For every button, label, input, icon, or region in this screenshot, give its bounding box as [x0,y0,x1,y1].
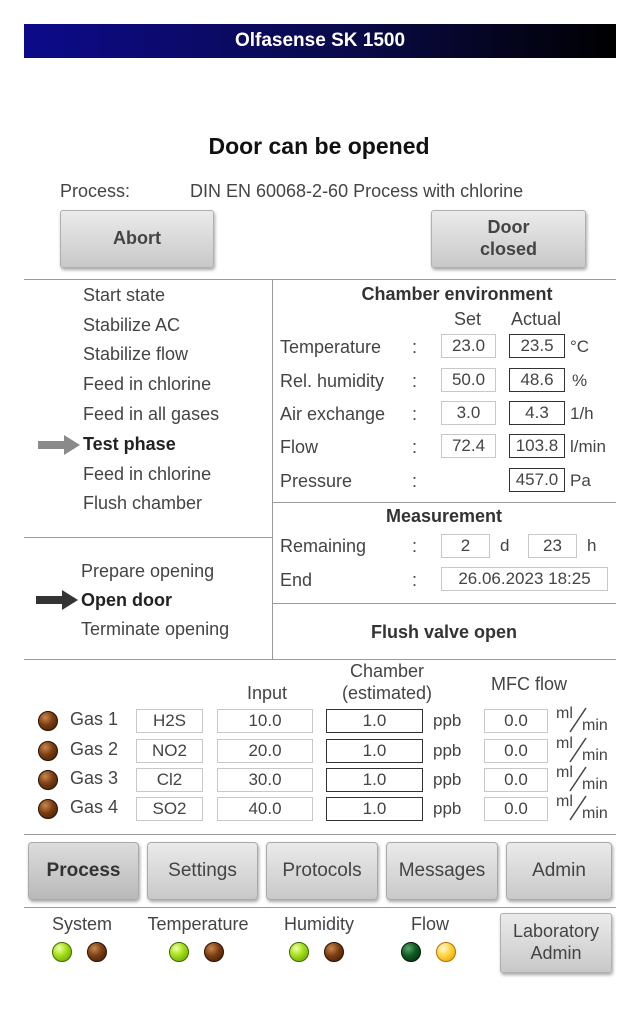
abort-button-label: Abort [113,228,161,249]
divider-status [24,907,616,908]
temperature-actual-value: 23.5 [509,334,565,358]
user-role-line1: Laboratory [512,921,600,942]
tab-admin[interactable] [506,842,612,900]
flow-warning-led [436,942,456,962]
system-ok-led [52,942,72,962]
gas-4-mfc-unit-den: min [582,805,608,822]
gas-3-mfc-unit [556,764,614,794]
flow-set-value: 72.4 [441,434,496,458]
gas-3-label: Gas 3 [70,768,119,788]
gas-3-mfc-unit-num: ml [556,764,573,781]
gas-4-status-led [38,799,58,819]
air-exchange-set-value: 3.0 [441,401,496,425]
end-label: End [280,570,313,590]
gas-1-mfc-unit [556,705,614,735]
chamber-environment-title: Chamber environment [361,284,553,304]
gas-2-type: NO2 [136,739,203,763]
gas-3-type: Cl2 [136,768,203,792]
gas-3-input: 30.0 [217,768,313,792]
tab-settings[interactable] [147,842,258,900]
chamber-estimated-header: (estimated) [341,683,433,703]
gas-4-input: 40.0 [217,797,313,821]
gas-3-unit: ppb [433,770,462,789]
tab-messages-label: Messages [398,860,486,881]
step-open-door: Open door [81,590,172,610]
gas-1-chamber: 1.0 [326,709,423,733]
gas-3-mfc-unit-den: min [582,776,608,793]
abort-button[interactable] [60,210,214,268]
actual-header: Actual [511,309,562,329]
tab-settings-label: Settings [168,860,237,881]
gas-2-mfc-unit-den: min [582,747,608,764]
window-title-bar [24,24,616,58]
gas-1-input: 10.0 [217,709,313,733]
gas-4-label: Gas 4 [70,797,119,817]
hours-unit: h [587,536,597,555]
temperature-fault-led [204,942,224,962]
air-exchange-actual-value: 4.3 [509,401,565,425]
humidity-unit: % [572,371,588,390]
flow-ok-led [401,942,421,962]
gas-1-mfc-unit-num: ml [556,705,573,722]
gas-1-status-led [38,711,58,731]
gas-2-input: 20.0 [217,739,313,763]
temperature-set-value: 23.0 [441,334,496,358]
gas-3-mfc-flow: 0.0 [484,768,548,792]
humidity-label: Rel. humidity [280,371,385,391]
tab-process[interactable] [28,842,139,900]
process-name: DIN EN 60068-2-60 Process with chlorine [190,181,524,201]
flow-unit: l/min [570,437,606,456]
user-button[interactable] [500,913,612,973]
temperature-sep: : [412,337,418,357]
gas-1-mfc-flow: 0.0 [484,709,548,733]
flush-valve-status: Flush valve open [370,622,518,642]
divider-measurement [272,603,616,604]
tab-protocols[interactable] [266,842,378,900]
remaining-sep: : [412,536,418,556]
step-feed-chlorine-2: Feed in chlorine [83,464,212,484]
gas-3-chamber: 1.0 [326,768,423,792]
temperature-unit: °C [570,337,590,356]
gas-4-mfc-flow: 0.0 [484,797,548,821]
measurement-title: Measurement [385,506,503,526]
pressure-label: Pressure [280,471,353,491]
humidity-sep: : [412,371,418,391]
humidity-status-label: Humidity [283,914,354,934]
gas-4-chamber: 1.0 [326,797,423,821]
gas-1-label: Gas 1 [70,709,119,729]
step-flush-chamber: Flush chamber [83,493,203,513]
divider-steps [24,537,272,538]
divider-gases [24,659,616,660]
gas-2-status-led [38,741,58,761]
chamber-header: Chamber [349,661,425,681]
tab-process-label: Process [46,860,121,881]
step-stabilize-ac: Stabilize AC [83,315,181,335]
gas-3-status-led [38,770,58,790]
gas-1-type: H2S [136,709,203,733]
temperature-status-label: Temperature [147,914,249,934]
flow-sep: : [412,437,418,457]
air-exchange-sep: : [412,404,418,424]
temperature-ok-led [169,942,189,962]
step-stabilize-flow: Stabilize flow [83,344,189,364]
step-feed-all-gases: Feed in all gases [83,404,220,424]
remaining-days-value: 2 [441,534,490,558]
tab-admin-label: Admin [532,860,586,881]
gas-4-mfc-unit-num: ml [556,793,573,810]
pressure-unit: Pa [570,471,591,490]
gas-4-unit: ppb [433,799,462,818]
gas-2-mfc-flow: 0.0 [484,739,548,763]
gas-2-mfc-unit-num: ml [556,735,573,752]
gas-2-unit: ppb [433,741,462,760]
set-header: Set [454,309,482,329]
step-test-phase: Test phase [83,434,176,454]
door-status-heading: Door can be opened [208,133,430,159]
tab-messages[interactable] [386,842,498,900]
door-closed-button[interactable] [431,210,586,268]
process-label: Process: [60,181,131,201]
divider-top [24,279,616,280]
step-prepare-opening: Prepare opening [81,561,215,581]
gas-4-mfc-unit [556,793,614,823]
humidity-set-value: 50.0 [441,368,496,392]
divider-vertical [272,279,273,659]
gas-1-mfc-unit-den: min [582,717,608,734]
mfc-flow-header: MFC flow [491,674,567,694]
step-terminate-opening: Terminate opening [81,619,230,639]
pressure-actual-value: 457.0 [509,468,565,492]
system-status-label: System [51,914,112,934]
remaining-label: Remaining [280,536,367,556]
end-datetime-value: 26.06.2023 18:25 [441,567,608,591]
gas-1-unit: ppb [433,711,462,730]
current-step-arrow-icon [38,435,80,455]
days-unit: d [500,536,510,555]
door-button-line2: closed [479,239,538,259]
flow-label: Flow [280,437,319,457]
air-exchange-unit: 1/h [570,404,594,423]
humidity-ok-led [289,942,309,962]
door-button-line1: Door [487,217,530,238]
air-exchange-label: Air exchange [280,404,386,424]
user-role-line2: Admin [530,943,582,963]
pressure-sep: : [412,471,418,491]
remaining-hours-value: 23 [528,534,577,558]
humidity-fault-led [324,942,344,962]
temperature-label: Temperature [280,337,382,357]
flow-actual-value: 103.8 [509,434,565,458]
step-start-state: Start state [83,285,166,305]
gas-2-chamber: 1.0 [326,739,423,763]
input-header: Input [247,683,288,703]
gas-4-type: SO2 [136,797,203,821]
gas-2-label: Gas 2 [70,739,119,759]
divider-tabs [24,834,616,835]
system-fault-led [87,942,107,962]
app-title: Olfasense SK 1500 [234,30,406,51]
tab-protocols-label: Protocols [282,860,362,881]
divider-chamber [272,502,616,503]
gas-2-mfc-unit [556,735,614,765]
step-feed-chlorine: Feed in chlorine [83,374,212,394]
flow-status-label: Flow [410,914,449,934]
end-sep: : [412,570,418,590]
humidity-actual-value: 48.6 [509,368,565,392]
current-opening-arrow-icon [36,590,78,610]
